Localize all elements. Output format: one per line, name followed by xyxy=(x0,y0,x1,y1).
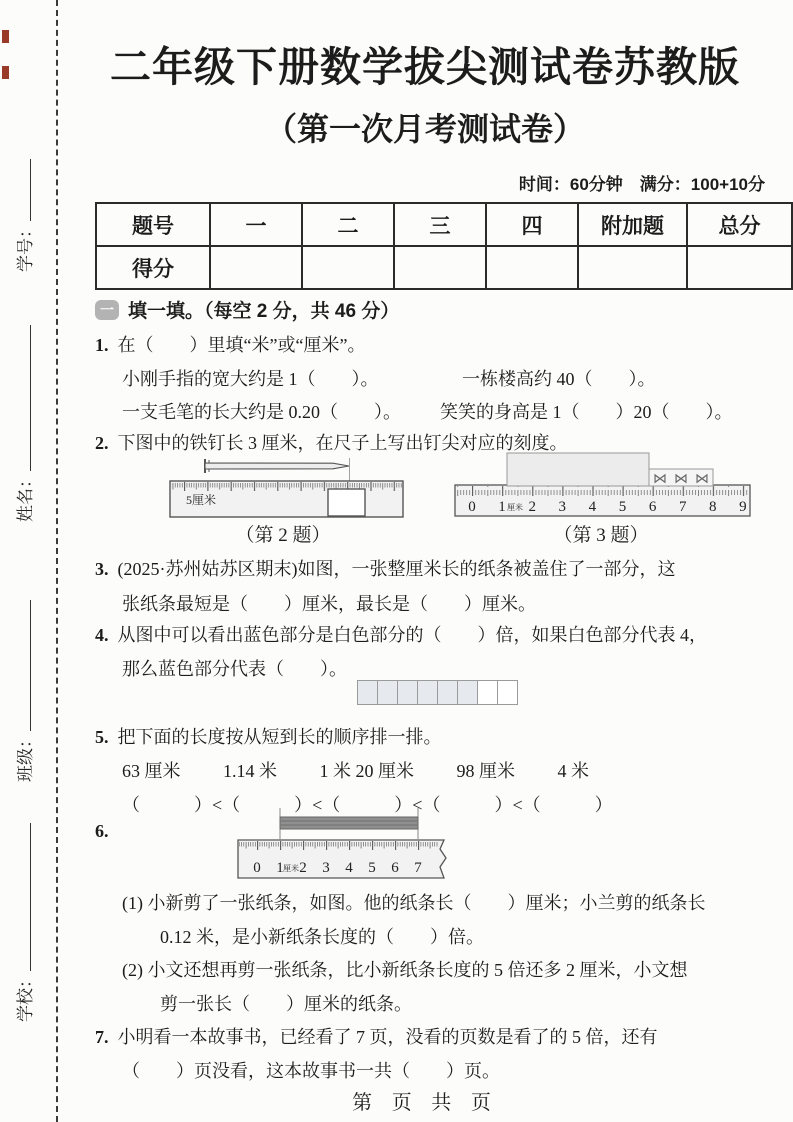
question-6-sub2-line-1: (2) 小文还想再剪一张纸条，比小新纸条长度的 5 倍还多 2 厘米，小文想 xyxy=(122,960,688,980)
ruler-tick-label: 0 xyxy=(253,860,261,876)
ruler-tick-label: 5 xyxy=(368,860,376,876)
ruler-ticks xyxy=(456,486,749,496)
seal-label: 学号： xyxy=(16,221,35,272)
time-score-info: 时间：60分钟 满分：100+10分 xyxy=(518,175,765,194)
strip-cell-shaded xyxy=(397,680,418,705)
strip-ruler-figure xyxy=(235,806,470,880)
strip-cell-white xyxy=(497,680,518,705)
ruler-tick-label: 3 xyxy=(322,860,330,876)
question-4-line-2: 那么蓝色部分代表（ ）。 xyxy=(122,659,347,679)
question-text: 从图中可以看出蓝色部分是白色部分的（ ）倍，如果白色部分代表 4， xyxy=(117,625,707,645)
score-header-cell: 三 xyxy=(394,203,486,246)
answer-box xyxy=(328,489,365,516)
ruler-tick-label: 6 xyxy=(391,860,399,876)
score-cell-empty xyxy=(210,246,302,289)
class-blank xyxy=(15,600,31,731)
question-text: (2025·苏州姑苏区期末)如图，一张整厘米长的纸条被盖住了一部分，这 xyxy=(117,559,676,579)
ruler-tick-label: 2 xyxy=(528,499,536,515)
school-blank xyxy=(15,823,31,971)
ruler-tick-label: 1 xyxy=(498,499,506,515)
page-footer: 第 页 共 页 xyxy=(352,1092,498,1114)
question-1-line-3a: 一支毛笔的长大约是 0.20（ ）。 xyxy=(122,402,401,422)
question-1-line-2a: 小刚手指的宽大约是 1（ ）。 xyxy=(122,369,379,389)
paper-strip xyxy=(280,817,418,829)
ruler-tick-label: 9 xyxy=(739,499,747,515)
question-6-sub2-line-2: 剪一张长（ ）厘米的纸条。 xyxy=(160,994,412,1014)
score-cell-empty xyxy=(486,246,578,289)
question-1-line-3b: 笑笑的身高是 1（ ）20（ ）。 xyxy=(440,402,733,422)
seal-dashed-line xyxy=(56,0,58,1122)
score-table xyxy=(95,202,793,290)
page-title: 二年级下册数学拔尖测试卷苏教版 xyxy=(110,44,740,90)
strip-cell-shaded xyxy=(437,680,458,705)
question-number: 4. xyxy=(95,625,109,645)
seal-field-school xyxy=(14,810,38,1022)
seal-label: 班级： xyxy=(16,731,35,782)
ruler-unit-label: 厘米 xyxy=(283,864,299,873)
scan-registration-mark xyxy=(2,66,9,79)
nail-ruler-figure xyxy=(148,456,418,518)
butterfly-icon: ⋈ xyxy=(674,471,688,487)
ruler-ticks xyxy=(239,841,439,850)
ruler-tick-label: 7 xyxy=(678,499,687,515)
score-header-cell: 题号 xyxy=(96,203,210,246)
ruler-tick-label: 8 xyxy=(709,499,717,515)
question-6-sub1-line-1: (1) 小新剪了一张纸条，如图。他的纸条长（ ）厘米；小兰剪的纸条长 xyxy=(122,893,706,913)
question-7-line-1 xyxy=(95,1024,658,1050)
ruler-tick-label: 2 xyxy=(299,860,307,876)
question-5-order-blanks: （ ）<（ ）<（ ）<（ ）<（ ） xyxy=(122,795,613,815)
length-value: 63 厘米 xyxy=(122,761,181,781)
length-value: 1 米 20 厘米 xyxy=(319,761,414,781)
student-number-blank xyxy=(15,159,31,221)
page-subtitle: （第一次月考测试卷） xyxy=(264,111,585,147)
scan-registration-mark xyxy=(2,30,9,43)
ruler-tick-label: 0 xyxy=(468,499,476,515)
ruler-tick-label: 6 xyxy=(648,499,657,515)
section-title: 填一填。（每空 2 分，共 46 分） xyxy=(128,301,400,322)
length-value: 1.14 米 xyxy=(223,761,277,781)
score-table-score-row xyxy=(96,246,792,289)
ruler-tick-label: 7 xyxy=(414,860,422,876)
question-6-number xyxy=(95,818,118,844)
strip-cell-shaded xyxy=(457,680,478,705)
score-header-cell: 一 xyxy=(210,203,302,246)
score-header-cell: 总分 xyxy=(687,203,792,246)
score-header-cell: 附加题 xyxy=(578,203,687,246)
nail-icon xyxy=(205,459,349,473)
butterfly-icon: ⋈ xyxy=(695,471,709,487)
strip-cell-shaded xyxy=(417,680,438,705)
question-number: 1. xyxy=(95,335,109,355)
question-text: 把下面的长度按从短到长的顺序排一排。 xyxy=(117,727,442,747)
score-cell-empty xyxy=(302,246,394,289)
question-number: 6. xyxy=(95,821,109,841)
ruler-tick-label: 4 xyxy=(345,860,353,876)
question-number: 5. xyxy=(95,727,109,747)
question-1-line-2b: 一栋楼高约 40（ ）。 xyxy=(462,369,656,389)
ruler-tick-label: 1 xyxy=(276,860,284,876)
seal-field-name xyxy=(14,312,38,522)
ruler-ticks xyxy=(171,482,402,491)
question-5-line-1 xyxy=(95,724,442,750)
question-text: 小明看一本故事书，已经看了 7 页，没看的页数是看了的 5 倍，还有 xyxy=(117,1027,658,1047)
seal-label: 姓名： xyxy=(16,471,35,522)
ruler-tick-label: 4 xyxy=(588,499,597,515)
length-value: 4 米 xyxy=(557,761,589,781)
length-value: 98 厘米 xyxy=(456,761,515,781)
score-row-label: 得分 xyxy=(96,246,210,289)
question-3-line-1 xyxy=(95,556,675,582)
score-cell-empty xyxy=(394,246,486,289)
figure-3-caption: （第 3 题） xyxy=(553,525,649,546)
question-3-line-2: 张纸条最短是（ ）厘米，最长是（ ）厘米。 xyxy=(122,594,536,614)
section-one-heading xyxy=(95,296,399,323)
question-7-line-2: （ ）页没看，这本故事书一共（ ）页。 xyxy=(122,1061,500,1081)
strip-cell-white xyxy=(477,680,498,705)
score-header-cell: 二 xyxy=(302,203,394,246)
seal-label: 学校： xyxy=(16,971,35,1022)
butterfly-icon: ⋈ xyxy=(653,471,667,487)
score-table-header-row xyxy=(96,203,792,246)
shaded-strip-figure xyxy=(358,680,518,705)
question-text: 下图中的铁钉长 3 厘米，在尺子上写出钉尖对应的刻度。 xyxy=(117,433,568,453)
question-number: 2. xyxy=(95,433,109,453)
ruler-unit-label: 厘米 xyxy=(507,503,523,512)
seal-field-class xyxy=(14,587,38,782)
question-number: 3. xyxy=(95,559,109,579)
ruler-tick-label: 3 xyxy=(558,499,567,515)
section-number-badge: 一 xyxy=(95,300,119,320)
score-cell-empty xyxy=(687,246,792,289)
score-header-cell: 四 xyxy=(486,203,578,246)
question-number: 7. xyxy=(95,1027,109,1047)
seal-field-student-number xyxy=(14,148,38,272)
cover-rectangle xyxy=(507,453,649,486)
name-blank xyxy=(15,325,31,471)
covered-strip-ruler-figure xyxy=(445,450,757,518)
question-1-line-1 xyxy=(95,332,365,358)
figure-2-caption: （第 2 题） xyxy=(235,525,331,546)
ruler-tick-label: 5 xyxy=(618,499,627,515)
ruler-unit-label: 5厘米 xyxy=(186,493,217,507)
strip-cell-shaded xyxy=(357,680,378,705)
question-5-values xyxy=(122,758,627,784)
question-6-sub1-line-2: 0.12 米，是小新纸条长度的（ ）倍。 xyxy=(160,927,484,947)
question-4-line-1 xyxy=(95,622,707,648)
question-text: 在（ ）里填“米”或“厘米”。 xyxy=(117,335,366,355)
strip-cell-shaded xyxy=(377,680,398,705)
score-cell-empty xyxy=(578,246,687,289)
